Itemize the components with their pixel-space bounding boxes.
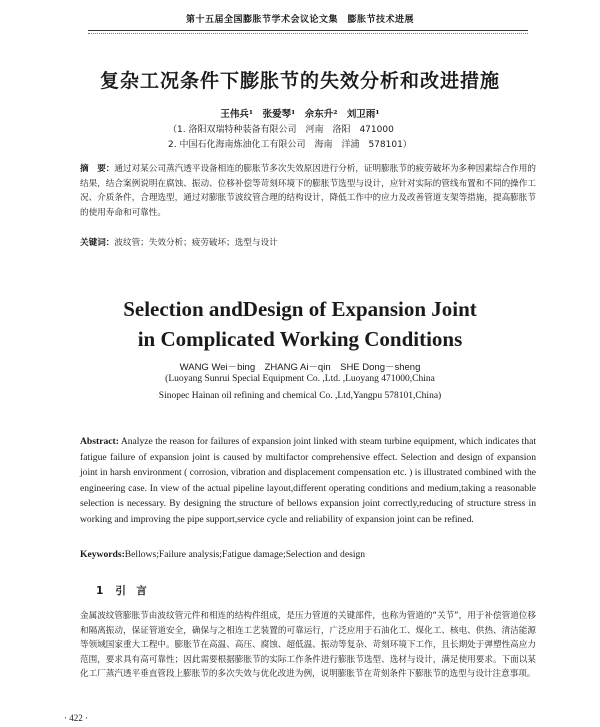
header-rule <box>88 30 528 31</box>
cn-affiliation-1: （1. 洛阳双瑞特种装备有限公司 河南 洛阳 471000 <box>168 125 394 135</box>
en-title-line-2: in Complicated Working Conditions <box>137 327 463 351</box>
en-keywords <box>80 549 536 560</box>
cn-title: 复杂工况条件下膨胀节的失效分析和改进措施 <box>99 70 500 92</box>
en-keywords-label: Keywords: <box>80 549 125 560</box>
cn-keywords-label: 关键词： <box>80 238 115 248</box>
en-title-line-1: Selection andDesign of Expansion Joint <box>123 297 477 321</box>
cn-affiliation-2: 2. 中国石化海南炼油化工有限公司 海南 洋浦 578101） <box>168 140 412 150</box>
running-header: 第十五届全国膨胀节学术会议论文集 膨胀节技术进展 <box>185 15 414 25</box>
cn-abstract-text: 通过对某公司蒸汽透平设备相连的膨胀节多次失效原因进行分析，证明膨胀节的疲劳破坏为多种因素综合作用的结果，结合案例说明在腐蚀、振动、位移补偿等苛刻环境下的膨胀节选型与设计，应针对实际的管线布置和不同的操作工况、介质条件，合理选型，通过对膨胀节波纹管合理的结构设计，降低工作中的应力及改善管道支架等措施，提高膨胀节的使用寿命和可靠性。 <box>80 164 536 218</box>
section-title: 引 言 <box>115 585 147 597</box>
en-abstract-text: Analyze the reason for failures of expansion joint linked with steam turbine equipment, which indicates that fatigue failure of expansion joint is caused by multifactor comprehensive effect. Selection and design of expansion joint in harsh environment ( corrosion, vibration and displacement compensation etc. ) is illustrated combined with the engineering case. In view of the actual pipeline layout,different operating conditions and medium,taking a reasonable selection is necessary. By designing the structure of bellows expansion joint correctly,reducing of structure stress in working and improving the pipe support,service cycle and reliability of expansion joint can be refined. <box>80 436 536 525</box>
en-abstract <box>80 434 536 528</box>
en-affiliation-2: Sinopec Hainan oil refining and chemical Co. ,Ltd,Yangpu 578101,China) <box>158 391 442 401</box>
cn-authors: 王伟兵¹ 张爱琴¹ 佘东升² 刘卫雨¹ <box>220 109 380 120</box>
header-rule-dotted <box>88 33 528 34</box>
cn-abstract <box>80 162 536 220</box>
section-heading <box>96 583 159 598</box>
body-paragraph: 金属波纹管膨胀节由波纹管元件和相连的结构件组成，是压力管道的关键部件，也称为管道的“关节”，用于补偿管道位移和隔离振动，保证管道安全，确保与之相连工艺装置的可靠运行，广泛应用于石油化工、煤化工、核电、供热、清洁能源等领域国家重大工程中。膨胀节在高温、高压、腐蚀、超低温、振动等复杂、苛刻环境下工作，且长期处于弹塑性高应力范围，要求具有高可靠性；因此需要根据膨胀节的实际工作条件进行膨胀节选型、选材与设计，满足使用要求。下面以某化工厂蒸汽透平垂直管段上膨胀节的多次失效与优化改进为例，说明膨胀节在苛刻条件下膨胀节的选型与设计注意事项。 <box>80 611 536 680</box>
cn-keywords-text: 波纹管；失效分析；疲劳破坏；选型与设计 <box>114 238 278 248</box>
en-affiliation-1: (Luoyang Sunrui Special Equipment Co. ,Ltd. ,Luoyang 471000,China <box>165 374 435 384</box>
page-number: · 422 · <box>64 713 88 723</box>
en-abstract-label: Abstract: <box>80 436 119 447</box>
cn-keywords <box>80 236 536 250</box>
en-authors: WANG Wei－bing ZHANG Ai－qin SHE Dong－sheng <box>179 362 421 373</box>
en-keywords-text: Bellows;Failure analysis;Fatigue damage;Selection and design <box>124 549 366 560</box>
en-title <box>0 294 600 354</box>
cn-abstract-label: 摘 要： <box>80 164 115 174</box>
section-number: 1 <box>96 585 104 597</box>
